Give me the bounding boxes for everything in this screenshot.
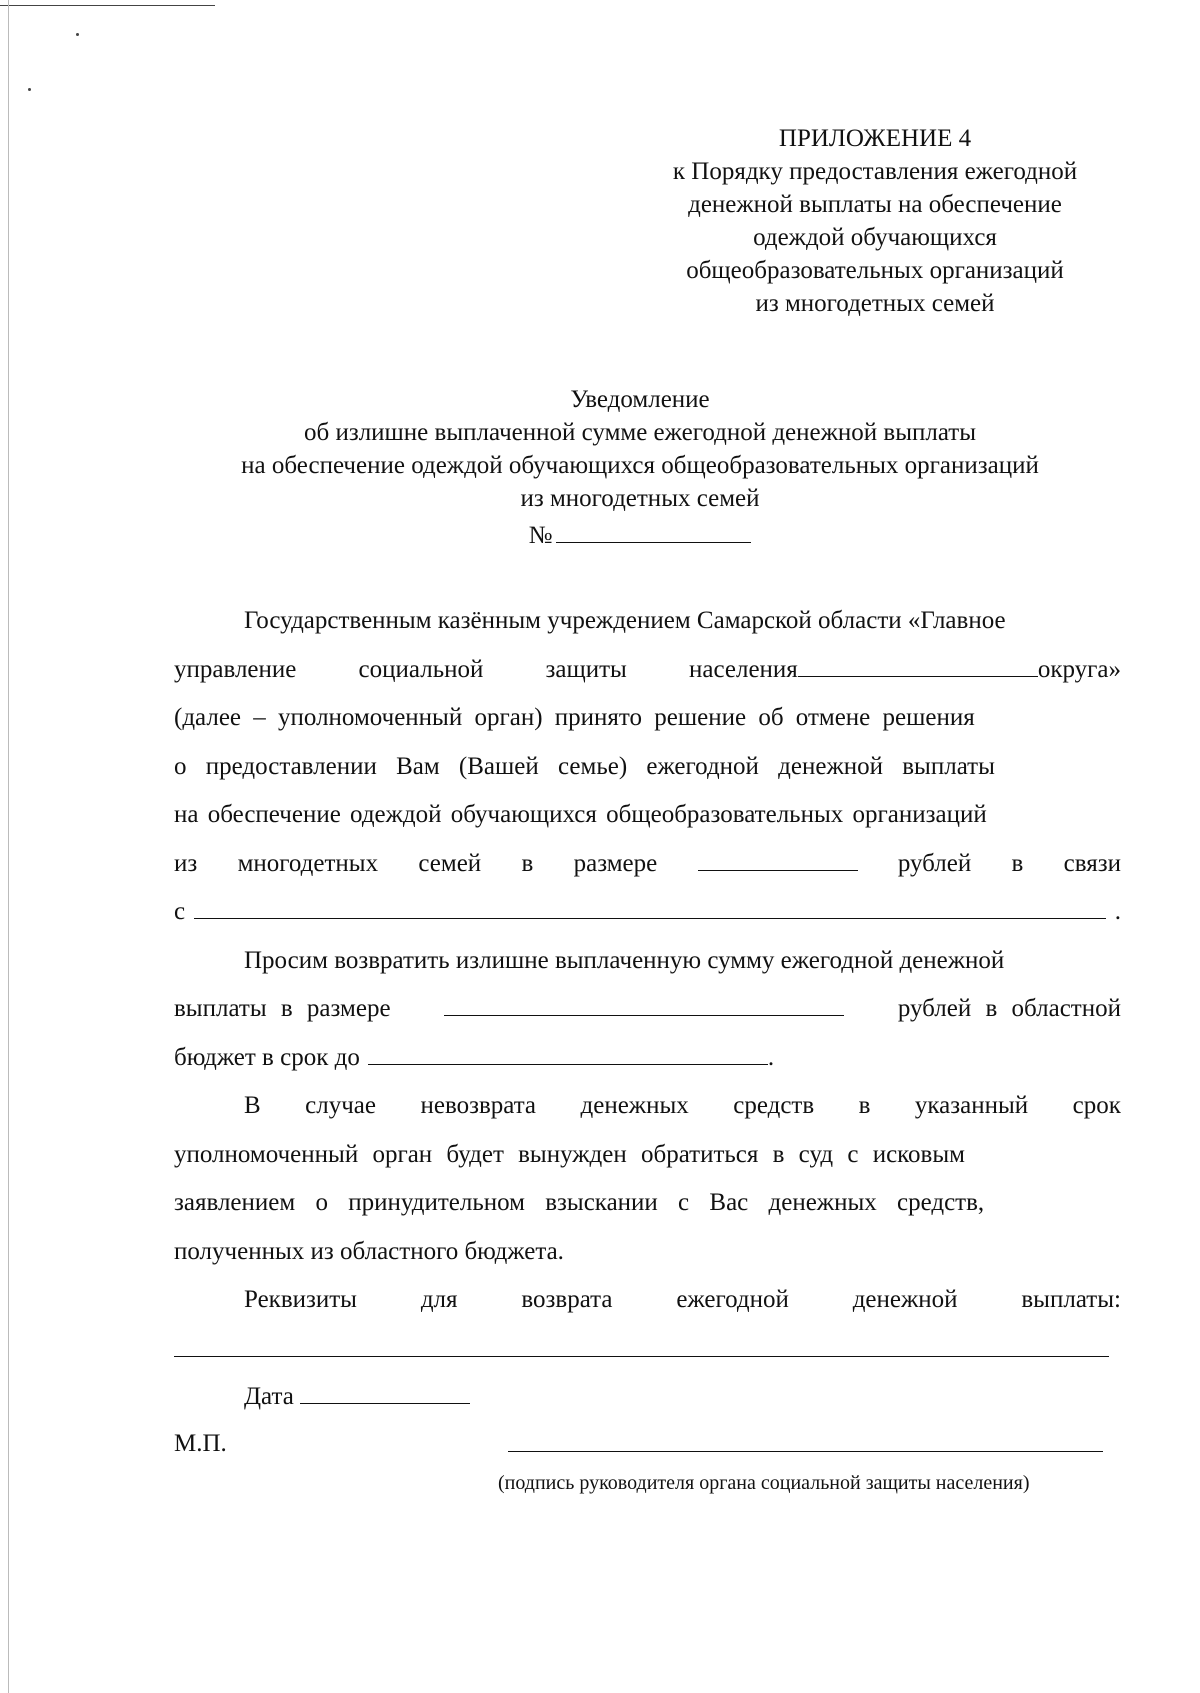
body-word: денежной <box>852 1286 958 1313</box>
body-word: денежных <box>580 1092 689 1119</box>
body-line <box>174 1131 1121 1180</box>
appendix-line: из многодетных семей <box>755 290 995 317</box>
body-word: рублей <box>897 849 972 877</box>
body-word: в <box>858 1092 871 1119</box>
number-blank[interactable] <box>556 520 751 543</box>
body-word: возврата <box>521 1286 613 1313</box>
body-word: . <box>767 1043 775 1071</box>
body-line <box>174 1276 1121 1325</box>
body-line <box>174 1228 1121 1277</box>
body-text: о предоставлении Вам (Вашей семье) ежегодной денежной выплаты <box>174 752 995 780</box>
scan-mark <box>0 5 215 6</box>
body-text: уполномоченный орган будет вынужден обратиться в суд с исковым <box>174 1140 965 1168</box>
appendix-line: общеобразовательных организаций <box>686 257 1064 284</box>
deadline-blank[interactable] <box>368 1042 768 1065</box>
body-line <box>174 743 1121 792</box>
body-word: защиты <box>545 655 627 683</box>
notice-body <box>174 597 1121 1325</box>
body-word: невозврата <box>420 1092 537 1119</box>
number-label: № <box>528 522 553 549</box>
body-word: связи <box>1063 849 1121 877</box>
body-text: полученных из областного бюджета. <box>174 1237 564 1265</box>
body-word: в <box>521 849 534 877</box>
body-word: указанный <box>914 1092 1029 1119</box>
scan-mark <box>28 88 31 91</box>
body-line <box>174 1082 1121 1131</box>
body-text: на обеспечение одеждой обучающихся общеобразовательных организаций <box>174 801 987 828</box>
body-text: рублей в областной <box>897 995 1121 1022</box>
body-line <box>174 791 1121 840</box>
body-word: в <box>1011 849 1024 877</box>
body-word: управление <box>174 655 297 683</box>
body-line <box>174 1034 1121 1083</box>
notice-subtitle-line: из многодетных семей <box>520 485 760 512</box>
body-word: средств <box>733 1092 815 1119</box>
reason-blank[interactable] <box>194 896 1106 919</box>
scan-mark <box>8 0 9 1693</box>
body-word: случае <box>305 1092 376 1119</box>
appendix-line: к Порядку предоставления ежегодной <box>672 158 1078 185</box>
appendix-title: ПРИЛОЖЕНИЕ 4 <box>778 125 972 152</box>
body-word: Реквизиты <box>244 1286 357 1313</box>
body-word: из <box>174 849 198 877</box>
body-word: многодетных <box>237 849 379 877</box>
body-text: Государственным казённым учреждением Самарской области «Главное <box>244 607 1006 634</box>
body-word: размере <box>573 849 658 877</box>
appendix-line: одеждой обучающихся <box>753 224 997 251</box>
body-word: семей <box>418 849 482 877</box>
notice-subtitle-line: об излишне выплаченной сумме ежегодной денежной выплаты <box>303 419 977 446</box>
body-word: для <box>420 1286 458 1313</box>
date-field <box>244 1380 470 1413</box>
body-word: выплаты: <box>1021 1286 1121 1313</box>
body-line <box>174 646 1121 695</box>
body-text: Просим возвратить излишне выплаченную сумму ежегодной денежной <box>244 946 1005 974</box>
body-word: социальной <box>358 655 484 683</box>
scan-mark <box>76 33 79 36</box>
signature-blank[interactable] <box>508 1451 1103 1452</box>
date-label: Дата <box>244 1383 294 1410</box>
notice-heading <box>160 383 1120 552</box>
body-line <box>174 937 1121 986</box>
body-line <box>174 694 1121 743</box>
body-word: . <box>1114 898 1121 925</box>
body-line <box>174 985 1121 1034</box>
body-word: ежегодной <box>676 1286 789 1313</box>
notice-title: Уведомление <box>570 386 710 413</box>
body-word: с <box>174 898 186 925</box>
notice-subtitle-line: на обеспечение одеждой обучающихся общеобразовательных организаций <box>241 452 1039 479</box>
body-text: выплаты в размере <box>174 995 391 1022</box>
amount-blank[interactable] <box>698 848 858 871</box>
body-word: округа» <box>1037 655 1121 683</box>
body-word: срок <box>1072 1092 1121 1119</box>
body-line <box>174 597 1121 646</box>
stamp-label: М.П. <box>174 1430 227 1457</box>
body-line <box>174 1179 1121 1228</box>
district-blank[interactable] <box>798 654 1038 677</box>
appendix-line: денежной выплаты на обеспечение <box>688 191 1062 218</box>
body-word: населения <box>689 655 798 683</box>
refund-amount-blank[interactable] <box>444 993 844 1016</box>
body-text: заявлением о принудительном взыскании с Вас денежных средств, <box>174 1189 985 1216</box>
body-text: (далее – уполномоченный орган) принято решение об отмене решения <box>174 704 975 731</box>
body-text: бюджет в срок до <box>174 1043 360 1071</box>
signature-caption: (подпись руководителя органа социальной защиты населения) <box>498 1472 1030 1494</box>
body-line <box>174 840 1121 889</box>
body-line <box>174 888 1121 937</box>
body-word: В <box>244 1092 261 1119</box>
notice-number <box>160 519 1120 552</box>
appendix-block <box>640 122 1110 320</box>
requisites-blank[interactable] <box>174 1356 1109 1357</box>
date-blank[interactable] <box>300 1381 470 1404</box>
